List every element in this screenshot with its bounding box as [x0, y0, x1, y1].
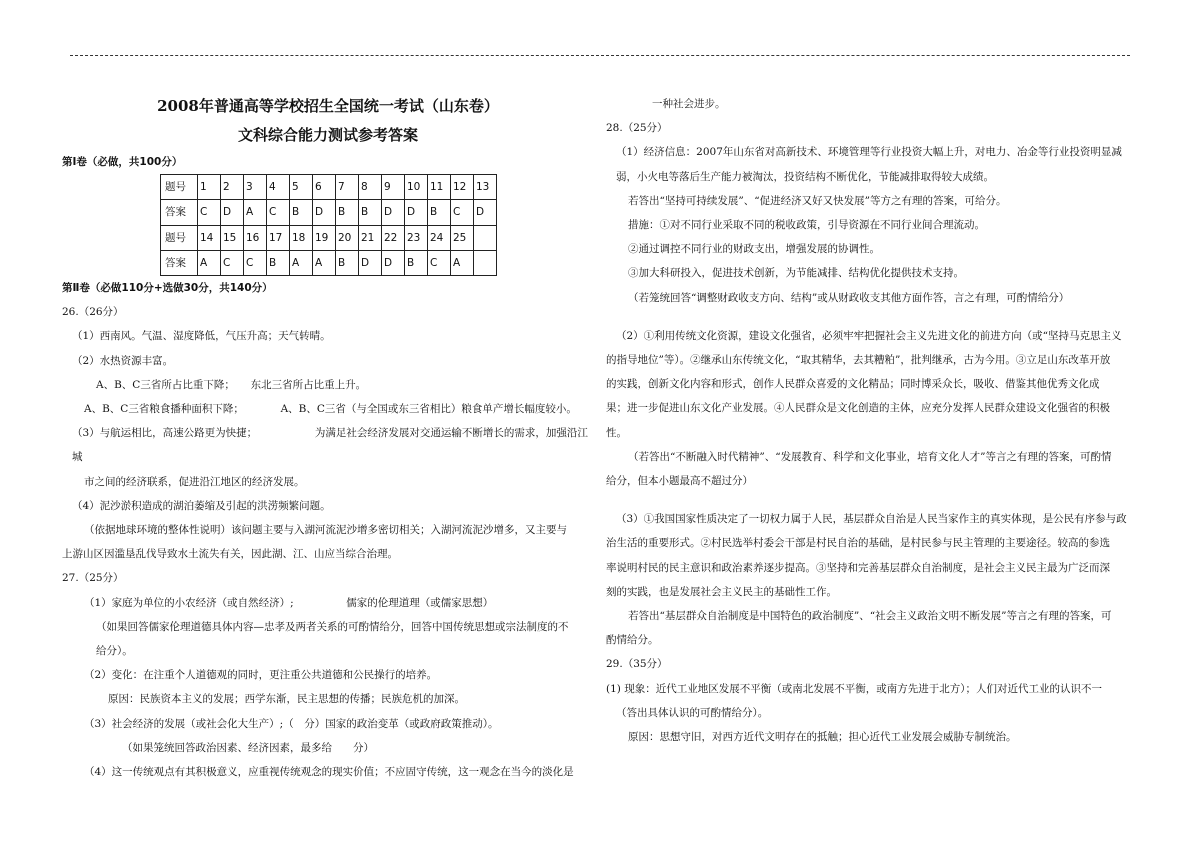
answer-table-cell: 24 — [428, 225, 451, 250]
left-line: （依据地球环境的整体性说明）该问题主要与入湖河流泥沙增多密切相关；入湖河流泥沙增多，又主要与 — [84, 524, 567, 537]
right-line: 性。 — [606, 426, 627, 439]
answer-table-cell: B — [359, 200, 382, 225]
right-line: 的指导地位”等）。②继承山东传统文化，“取其精华，去其糟粕”，批判继承，古为今用。③立足山东改革开放 — [606, 354, 1111, 367]
answer-table-cell: 23 — [405, 225, 428, 250]
right-line: （答出具体认识的可酌情给分）。 — [616, 706, 769, 719]
right-line: 原因：思想守旧，对西方近代文明存在的抵触；担心近代工业发展会威胁专制统治。 — [628, 731, 1017, 744]
right-body — [606, 92, 1134, 749]
right-line: ③加大科研投入，促进技术创新，为节能减排、结构优化提供技术支持。 — [628, 267, 964, 280]
page-subtitle: 文科综合能力测试参考答案 — [237, 126, 418, 144]
answer-table-cell: C — [244, 250, 267, 275]
right-line: ②通过调控不同行业的财政支出，增强发展的协调性。 — [628, 243, 880, 256]
right-line: 29.（35分） — [606, 658, 668, 671]
left-line: （4）泥沙淤积造成的湖泊萎缩及引起的洪涝频繁问题。 — [72, 499, 331, 512]
answer-table-row — [161, 175, 497, 200]
answer-table-cell: C — [428, 250, 451, 275]
answer-table-row-label: 题号 — [161, 175, 198, 200]
left-line: （如果回答儒家伦理道德具体内容—忠孝及两者关系的可酌情给分，回答中国传统思想或宗法制度的不 — [96, 620, 569, 633]
answer-table-cell: D — [474, 200, 497, 225]
left-body — [62, 300, 594, 784]
answer-table-cell: 12 — [451, 175, 474, 200]
answer-table-cell: 10 — [405, 175, 428, 200]
right-line: （1）经济信息：2007年山东省对高新技术、环境管理等行业投资大幅上升，对电力、冶金等行业投资明显减 — [616, 146, 1122, 159]
answer-table-row — [161, 250, 497, 275]
right-line: 若答出“坚持可持续发展”、“促进经济又好又快发展”等方之有理的答案，可给分。 — [628, 194, 1007, 207]
answer-table-cell: 16 — [244, 225, 267, 250]
answer-table-cell: A — [313, 250, 336, 275]
answer-table-cell: C — [451, 200, 474, 225]
right-line: 酌情给分。 — [606, 634, 659, 647]
answer-table-cell: 13 — [474, 175, 497, 200]
answer-table-row — [161, 225, 497, 250]
answer-table-cell: B — [336, 200, 359, 225]
left-line: （4）这一传统观点有其积极意义，应重视传统观念的现实价值；不应固守传统，这一观念在当今的淡化是 — [84, 766, 574, 779]
answer-table-cell: D — [405, 200, 428, 225]
answer-table-cell: 3 — [244, 175, 267, 200]
answer-table-cell: B — [267, 250, 290, 275]
answer-table-cell: 9 — [382, 175, 405, 200]
answer-table-cell: 4 — [267, 175, 290, 200]
answer-table-cell: 15 — [221, 225, 244, 250]
right-line — [606, 310, 1134, 324]
right-line: 若答出“基层群众自治制度是中国特色的政治制度”、“社会主义政治文明不断发展”等言之有理的答案，可 — [628, 610, 1112, 623]
answer-table-cell: A — [198, 250, 221, 275]
left-line: 市之间的经济联系，促进沿江地区的经济发展。 — [84, 475, 305, 488]
answer-table-cell: 14 — [198, 225, 221, 250]
answer-table-cell: A — [451, 250, 474, 275]
answer-table-cell: 18 — [290, 225, 313, 250]
answer-table-cell: C — [221, 250, 244, 275]
answer-table-cell: 20 — [336, 225, 359, 250]
answer-table-cell — [474, 250, 497, 275]
left-line: （1）西南风。气温、湿度降低，气压升高；天气转晴。 — [72, 330, 331, 343]
answer-table-cell: 11 — [428, 175, 451, 200]
left-line: A、B、C三省所占比重下降； 东北三省所占比重上升。 — [96, 378, 367, 391]
right-line: （2）①利用传统文化资源，建设文化强省，必须牢牢把握社会主义先进文化的前进方向（或“坚持马克思主义 — [616, 329, 1122, 342]
right-column — [606, 92, 1134, 749]
right-line: （若笼统回答“调整财政收支方向、结构”或从财政收支其他方面作答，言之有理，可酌情给分） — [628, 291, 1070, 304]
answer-table-cell: 6 — [313, 175, 336, 200]
answer-table-cell: 21 — [359, 225, 382, 250]
answer-table-row-label: 答案 — [161, 250, 198, 275]
answer-table-cell: 8 — [359, 175, 382, 200]
answer-table-cell: B — [336, 250, 359, 275]
answer-table-row — [161, 200, 497, 225]
left-line: 26.（26分） — [62, 306, 124, 319]
right-line: 率说明村民的民主意识和政治素养逐步提高。③坚持和完善基层群众自治制度，是社会主义民主最为广泛而深 — [606, 561, 1110, 574]
answer-table-cell: B — [290, 200, 313, 225]
answer-table-cell: A — [244, 200, 267, 225]
answer-table-cell: 22 — [382, 225, 405, 250]
left-line: （1）家庭为单位的小农经济（或自然经济）; 儒家的伦理道理（或儒家思想） — [84, 596, 494, 609]
answer-table-cell: 19 — [313, 225, 336, 250]
left-line: A、B、C三省粮食播种面积下降； A、B、C三省（与全国或东三省相比）粮食单产增长幅度较小。 — [84, 403, 577, 416]
answer-table-cell: D — [221, 200, 244, 225]
answer-table-cell: D — [382, 250, 405, 275]
answer-table-cell: B — [405, 250, 428, 275]
answer-table-cell: C — [267, 200, 290, 225]
right-line: （3）①我国国家性质决定了一切权力属于人民，基层群众自治是人民当家作主的真实体现，是公民有序参与政 — [616, 513, 1127, 526]
right-line: (1) 现象：近代工业地区发展不平衡（或南北发展不平衡，或南方先进于北方）；人们对近代工业的认识不一 — [606, 682, 1102, 695]
left-line: 上游山区因滥垦乱伐导致水土流失有关，因此湖、江、山应当综合治理。 — [62, 548, 398, 561]
left-line: （3）与航运相比，高速公路更为快捷； 为满足社会经济发展对交通运输不断增长的需求，加强沿江城 — [72, 427, 588, 464]
right-line: 给分，但本小题最高不超过分） — [606, 475, 753, 488]
right-line: 治生活的重要形式。②村民选举村委会干部是村民自治的基础，是村民参与民主管理的主要途径。较高的参选 — [606, 537, 1110, 550]
answer-table-cell: D — [313, 200, 336, 225]
right-line: 一种社会进步。 — [652, 98, 726, 110]
answer-table-cell: 2 — [221, 175, 244, 200]
left-line: （2）水热资源丰富。 — [72, 354, 174, 367]
answer-table-cell: C — [198, 200, 221, 225]
part2-heading: 第Ⅱ卷（必做110分+选做30分，共140分） — [62, 282, 273, 295]
left-line: （如果笼统回答政治因素、经济因素，最多给 分） — [122, 741, 374, 754]
left-line: 给分）。 — [96, 645, 133, 658]
answer-table — [160, 174, 497, 276]
answer-table-cell: 17 — [267, 225, 290, 250]
left-column — [62, 92, 594, 784]
answer-table-cell: A — [290, 250, 313, 275]
right-line — [606, 493, 1134, 507]
left-line: （3）社会经济的发展（或社会化大生产）;（ 分）国家的政治变革（或政府政策推动）。 — [84, 717, 499, 730]
answer-table-cell: B — [428, 200, 451, 225]
right-line: 果；进一步促进山东文化产业发展。④人民群众是文化创造的主体，应充分发挥人民群众建设文化强省的积极 — [606, 402, 1110, 415]
page-title: 2008年普通高等学校招生全国统一考试（山东卷） — [157, 97, 499, 115]
answer-table-cell: 5 — [290, 175, 313, 200]
answer-table-cell: D — [359, 250, 382, 275]
right-line: 措施：①对不同行业采取不同的税收政策，引导资源在不同行业间合理流动。 — [628, 219, 985, 232]
left-line: 27.（25分） — [62, 572, 124, 585]
answer-table-cell: 25 — [451, 225, 474, 250]
right-line: 的实践，创新文化内容和形式，创作人民群众喜爱的文化精品；同时博采众长，吸收、借鉴其他优秀文化成 — [606, 378, 1100, 391]
right-line: （若答出“不断融入时代精神”、“发展教育、科学和文化事业，培育文化人才”等言之有理的答案，可酌情 — [628, 450, 1112, 463]
answer-table-cell: 7 — [336, 175, 359, 200]
answer-table-row-label: 答案 — [161, 200, 198, 225]
right-line: 弱，小火电等落后生产能力被淘汰，投资结构不断优化，节能减排取得较大成绩。 — [616, 170, 994, 183]
part1-heading: 第Ⅰ卷（必做，共100分） — [62, 156, 183, 168]
left-line: （2）变化：在注重个人道德观的同时，更注重公共道德和公民操行的培养。 — [84, 669, 438, 682]
right-line: 刻的实践，也是发展社会主义民主的基础性工作。 — [606, 585, 837, 598]
answer-table-row-label: 题号 — [161, 225, 198, 250]
answer-table-cell — [474, 225, 497, 250]
answer-table-cell: 1 — [198, 175, 221, 200]
left-line: 原因：民族资本主义的发展；西学东渐，民主思想的传播；民族危机的加深。 — [108, 693, 465, 706]
answer-table-cell: D — [382, 200, 405, 225]
right-line: 28.（25分） — [606, 122, 668, 135]
top-dashed-rule — [70, 55, 1130, 56]
